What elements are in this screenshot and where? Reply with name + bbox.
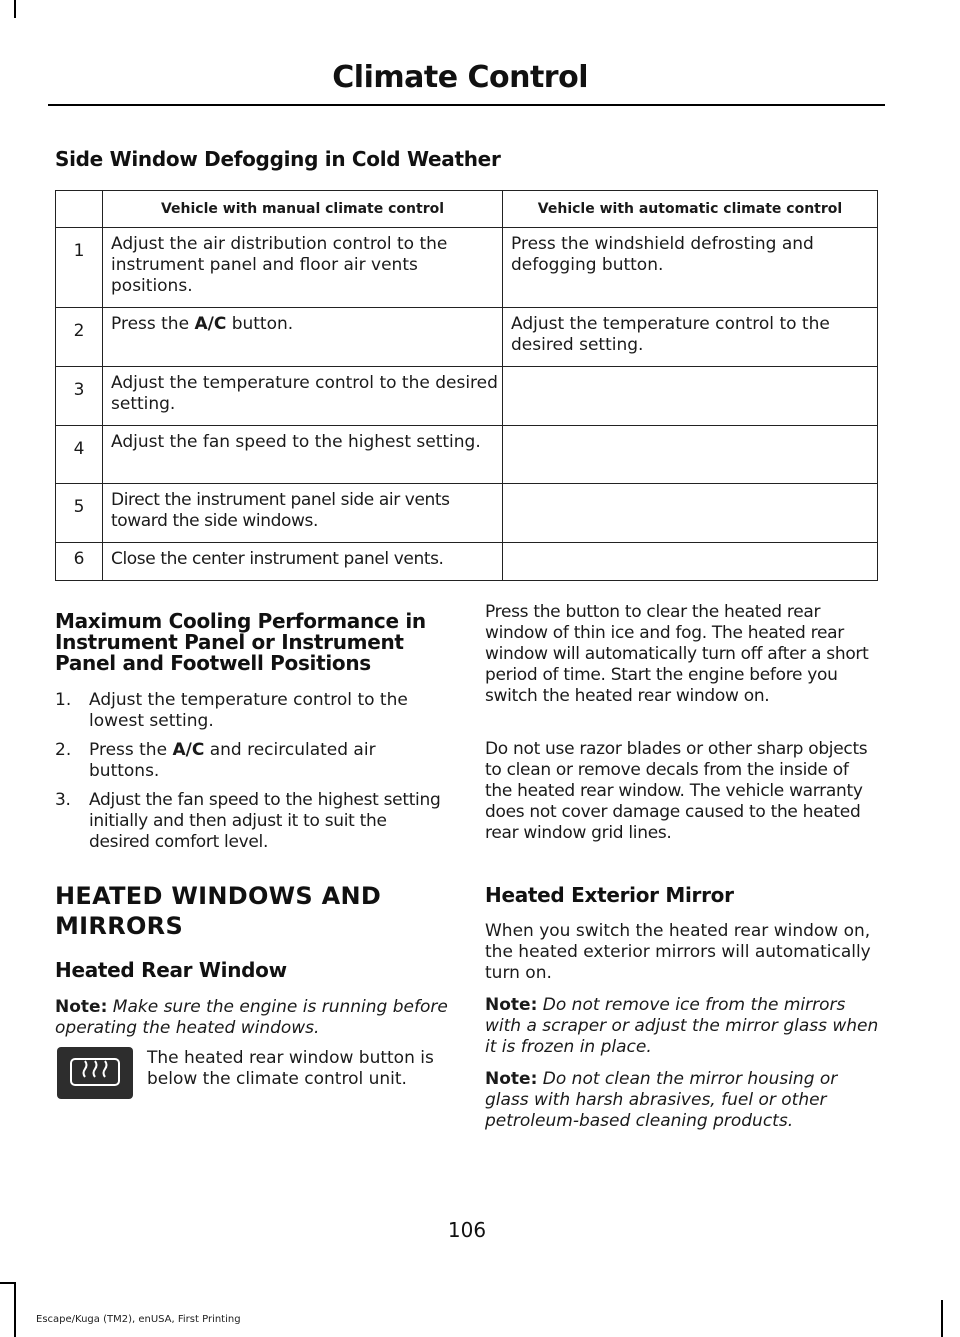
mirror-note-1 <box>485 995 880 1058</box>
table-row <box>56 426 878 484</box>
auto-step <box>503 426 878 484</box>
note-text: Do not clean the mirror housing or glass with harsh abrasives, fuel or other petroleum-based cleaning products. <box>485 1069 838 1131</box>
step-text: Adjust the temperature control to the lowest setting. <box>89 690 408 731</box>
step-text: Adjust the fan speed to the highest setting initially and then adjust it to suit the desired comfort level. <box>89 790 441 852</box>
auto-step: Press the windshield defrosting and defogging button. <box>503 228 878 308</box>
table-header-num <box>56 191 103 228</box>
section-title-line-1: HEATED WINDOWS AND <box>55 882 382 910</box>
note-text: Make sure the engine is running before operating the heated windows. <box>55 997 448 1038</box>
page-number: 106 <box>447 1218 487 1242</box>
table-row <box>56 367 878 426</box>
auto-step <box>503 484 878 543</box>
note-text: Do not remove ice from the mirrors with a scraper or adjust the mirror glass when it is frozen in place. <box>485 995 879 1057</box>
crop-mark-bottom-left-h <box>0 1282 16 1284</box>
step-text: Press the <box>89 740 173 760</box>
auto-step: Adjust the temperature control to the desired setting. <box>503 308 878 367</box>
heated-rear-window-heading: Heated Rear Window <box>55 958 287 982</box>
step-number: 1. <box>55 690 72 710</box>
heated-rear-paragraph-1: Press the button to clear the heated rear window of thin ice and fog. The heated rear window will automatically turn off after a short period of time. Start the engine before you switch the heated rear window on. <box>485 602 869 706</box>
list-item <box>55 740 450 782</box>
header-rule <box>48 104 885 106</box>
note-label: Note: <box>485 995 538 1015</box>
ac-label: A/C <box>172 740 205 760</box>
page-header-title: Climate Control <box>332 60 588 95</box>
row-number: 3 <box>56 367 103 426</box>
heated-mirror-heading: Heated Exterior Mirror <box>485 883 734 907</box>
auto-step <box>503 543 878 581</box>
max-cooling-heading: Maximum Cooling Performance in Instrument Panel or Instrument Panel and Footwell Positions <box>55 609 426 675</box>
table-row <box>56 308 878 367</box>
heated-note <box>55 997 450 1039</box>
row-number: 6 <box>56 543 103 581</box>
row-number: 4 <box>56 426 103 484</box>
heated-rear-paragraph-2: Do not use razor blades or other sharp objects to clean or remove decals from the inside of the heated rear window. The vehicle warranty does not cover damage caused to the heated rear window grid lines. <box>485 739 868 843</box>
manual-step: Adjust the temperature control to the desired setting. <box>103 367 503 426</box>
row-number: 2 <box>56 308 103 367</box>
document-id: Escape/Kuga (TM2), enUSA, First Printing <box>36 1314 241 1325</box>
manual-step <box>103 308 503 367</box>
heated-mirror-paragraph: When you switch the heated rear window on, the heated exterior mirrors will automatically turn on. <box>485 921 871 983</box>
row-number: 5 <box>56 484 103 543</box>
manual-step: Close the center instrument panel vents. <box>103 543 503 581</box>
step-text: and recirculated air buttons. <box>89 740 376 781</box>
step-number: 3. <box>55 790 71 810</box>
mirror-note-2 <box>485 1069 880 1132</box>
max-cooling-steps <box>55 690 450 861</box>
heated-button-location: The heated rear window button is below the climate control unit. <box>147 1048 434 1089</box>
manual-step-text: button. <box>226 314 294 334</box>
crop-mark-bottom-right <box>941 1300 943 1337</box>
table-header-auto: Vehicle with automatic climate control <box>503 191 878 228</box>
heated-rear-window-icon <box>57 1047 133 1099</box>
table-row <box>56 484 878 543</box>
auto-step <box>503 367 878 426</box>
section-title-line-2: MIRRORS <box>55 912 184 940</box>
row-number: 1 <box>56 228 103 308</box>
note-label: Note: <box>485 1069 538 1089</box>
table-row <box>56 228 878 308</box>
table-row <box>56 543 878 581</box>
list-item <box>55 790 450 853</box>
manual-step: Adjust the fan speed to the highest setting. <box>103 426 503 484</box>
crop-mark-bottom-left <box>14 1282 16 1337</box>
manual-step-text: Press the <box>111 314 195 334</box>
manual-step: Direct the instrument panel side air vents toward the side windows. <box>103 484 503 543</box>
ac-label: A/C <box>194 314 227 334</box>
defog-heading: Side Window Defogging in Cold Weather <box>55 147 501 171</box>
table-header-manual: Vehicle with manual climate control <box>103 191 503 228</box>
manual-step: Adjust the air distribution control to the instrument panel and floor air vents positions. <box>103 228 503 308</box>
crop-mark-top-left <box>14 0 16 18</box>
table-header-row <box>56 191 878 228</box>
list-item <box>55 690 450 732</box>
defog-table <box>55 190 878 581</box>
note-label: Note: <box>55 997 108 1017</box>
step-number: 2. <box>55 740 72 760</box>
